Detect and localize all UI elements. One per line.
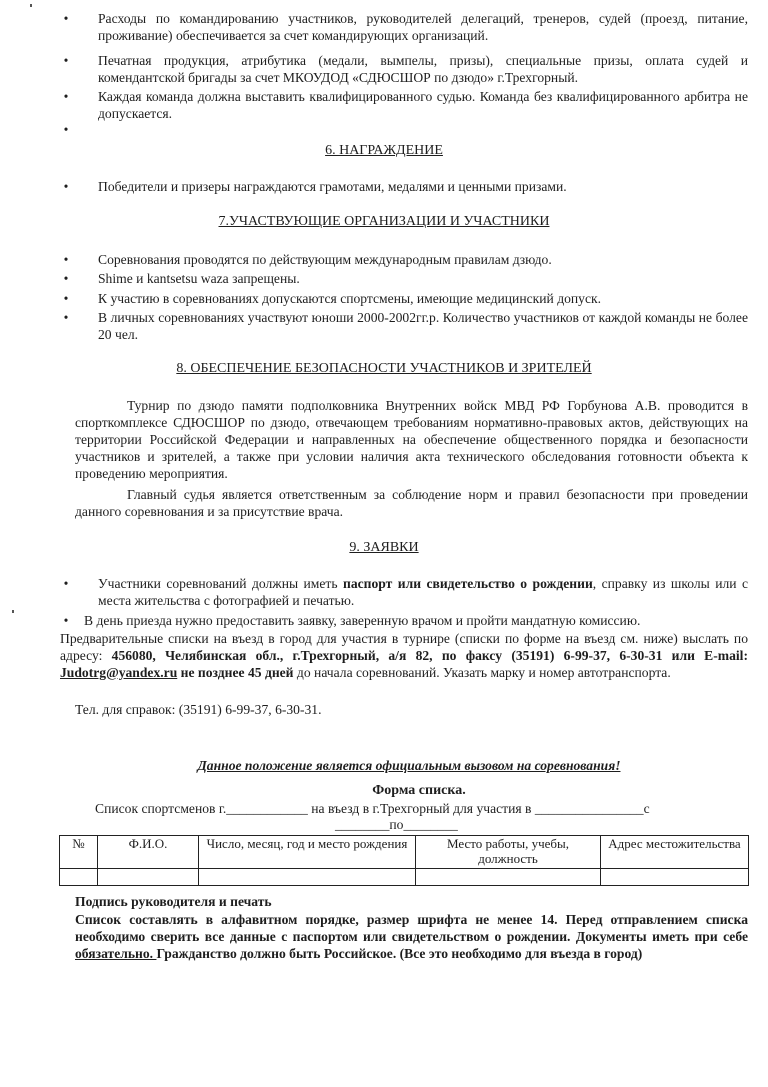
table-cell bbox=[416, 869, 601, 886]
official-call: Данное положение является официальным вызовом на соревнования! bbox=[197, 758, 621, 773]
list-item: • Участники соревнований должны иметь паспорт или свидетельство о рождении, справку из школы или с места жительства с фотографией и печатью. bbox=[60, 575, 748, 609]
section-heading: 6. НАГРАЖДЕНИЕ bbox=[325, 143, 443, 158]
table-row bbox=[60, 869, 749, 886]
list-item: • К участию в соревнованиях допускаются спортсмены, имеющие медицинский допуск. bbox=[60, 290, 748, 307]
table-header: № bbox=[60, 836, 98, 869]
scan-speck bbox=[12, 610, 14, 613]
section-heading: 9. ЗАЯВКИ bbox=[349, 540, 419, 555]
list-item: • Соревнования проводятся по действующим международным правилам дзюдо. bbox=[60, 251, 748, 268]
table-header: Ф.И.О. bbox=[98, 836, 199, 869]
table-header: Адрес местожительства bbox=[601, 836, 749, 869]
bullet-icon: • bbox=[63, 271, 69, 286]
table-cell bbox=[60, 869, 98, 886]
table-header: Число, месяц, год и место рождения bbox=[199, 836, 416, 869]
bullet-icon: • bbox=[63, 291, 69, 306]
application-instructions: Предварительные списки на въезд в город для участия в турнире (списки по форме на въезд см. ниже) выслать по адресу: 456080, Челябинская обл., г.Трехгорный, а/я 82, по факсу (35191) 6-99-37, 6-30-31 или E-mail: Judotrg@yandex.ru не позднее 45 дней до начала соревнований. Указать марку и номер автотранспорта. bbox=[60, 631, 748, 680]
table-header-row bbox=[60, 836, 749, 869]
list-item: • В день приезда нужно предоставить заявку, заверенную врачом и пройти мандатную комиссию. bbox=[60, 612, 748, 629]
bullet-icon: • bbox=[63, 310, 69, 325]
table-cell bbox=[98, 869, 199, 886]
bullet-icon: • bbox=[63, 89, 69, 104]
bullet-icon: • bbox=[63, 11, 69, 26]
bullet-icon: • bbox=[63, 576, 69, 591]
list-item: • Shime и kantsetsu waza запрещены. bbox=[60, 270, 748, 287]
phone-line: Тел. для справок: (35191) 6-99-37, 6-30-31. bbox=[75, 702, 322, 717]
section-heading: 7.УЧАСТВУЮЩИЕ ОРГАНИЗАЦИИ И УЧАСТНИКИ bbox=[218, 214, 550, 229]
table-cell bbox=[601, 869, 749, 886]
bullet-icon: • bbox=[63, 122, 69, 137]
table-cell bbox=[199, 869, 416, 886]
table-header: Место работы, учебы, должность bbox=[416, 836, 601, 869]
bullet-icon: • bbox=[63, 179, 69, 194]
email-link[interactable]: Judotrg@yandex.ru bbox=[60, 665, 178, 680]
scan-speck bbox=[30, 4, 32, 7]
bullet-icon: • bbox=[63, 613, 69, 628]
list-item: • Каждая команда должна выставить квалифицированного судью. Команда без квалифицированного арбитра не допускается. bbox=[60, 88, 748, 122]
signature-line: Подпись руководителя и печать bbox=[75, 894, 272, 909]
list-item: • В личных соревнованиях участвуют юноши 2000-2002гг.р. Количество участников от каждой команды не более 20 чел. bbox=[60, 309, 748, 343]
list-item: • Победители и призеры награждаются грамотами, медалями и ценными призами. bbox=[60, 178, 748, 195]
section-heading: 8. ОБЕСПЕЧЕНИЕ БЕЗОПАСНОСТИ УЧАСТНИКОВ И ЗРИТЕЛЕЙ bbox=[176, 361, 592, 376]
paragraph: Турнир по дзюдо памяти подполковника Внутренних войск МВД РФ Горбунова А.В. проводится в спорткомплексе СДЮСШОР по дзюдо, отвечающем требованиям нормативно-правовых актов, действующих на территории Российской Федерации и направленных на обеспечение общественного порядка и безопасности участников и зрителей, а также при условии наличия акта технического обследования готовности объекта к проведению мероприятия. bbox=[75, 398, 748, 481]
paragraph: Главный судья является ответственным за соблюдение норм и правил безопасности при проведении данного соревнования и за присутствие врача. bbox=[75, 487, 748, 519]
form-title: Форма списка. bbox=[372, 783, 466, 798]
list-item: • Расходы по командированию участников, руководителей делегаций, тренеров, судей (проезд, питание, проживание) обеспечивается за счет командирующих организаций. bbox=[60, 10, 748, 44]
form-line: Список спортсменов г.____________ на въезд в г.Трехгорный для участия в ________________с bbox=[95, 801, 650, 816]
bullet-icon: • bbox=[63, 53, 69, 68]
bullet-icon: • bbox=[63, 252, 69, 267]
list-item: • Печатная продукция, атрибутика (медали, вымпелы, призы), специальные призы, оплата судей и комендантской бригады за счет МКОУДОД «СДЮСШОР по дзюдо» г.Трехгорный. bbox=[60, 52, 748, 86]
form-line: ________по________ bbox=[335, 817, 458, 832]
participants-table bbox=[59, 835, 749, 886]
footer-note: Список составлять в алфавитном порядке, размер шрифта не менее 14. Перед отправлением списка необходимо сверить все данные с паспортом или свидетельством о рождении. Документы иметь при себе обязательно. Гражданство должно быть Российское. (Все это необходимо для въезда в город) bbox=[75, 912, 748, 961]
